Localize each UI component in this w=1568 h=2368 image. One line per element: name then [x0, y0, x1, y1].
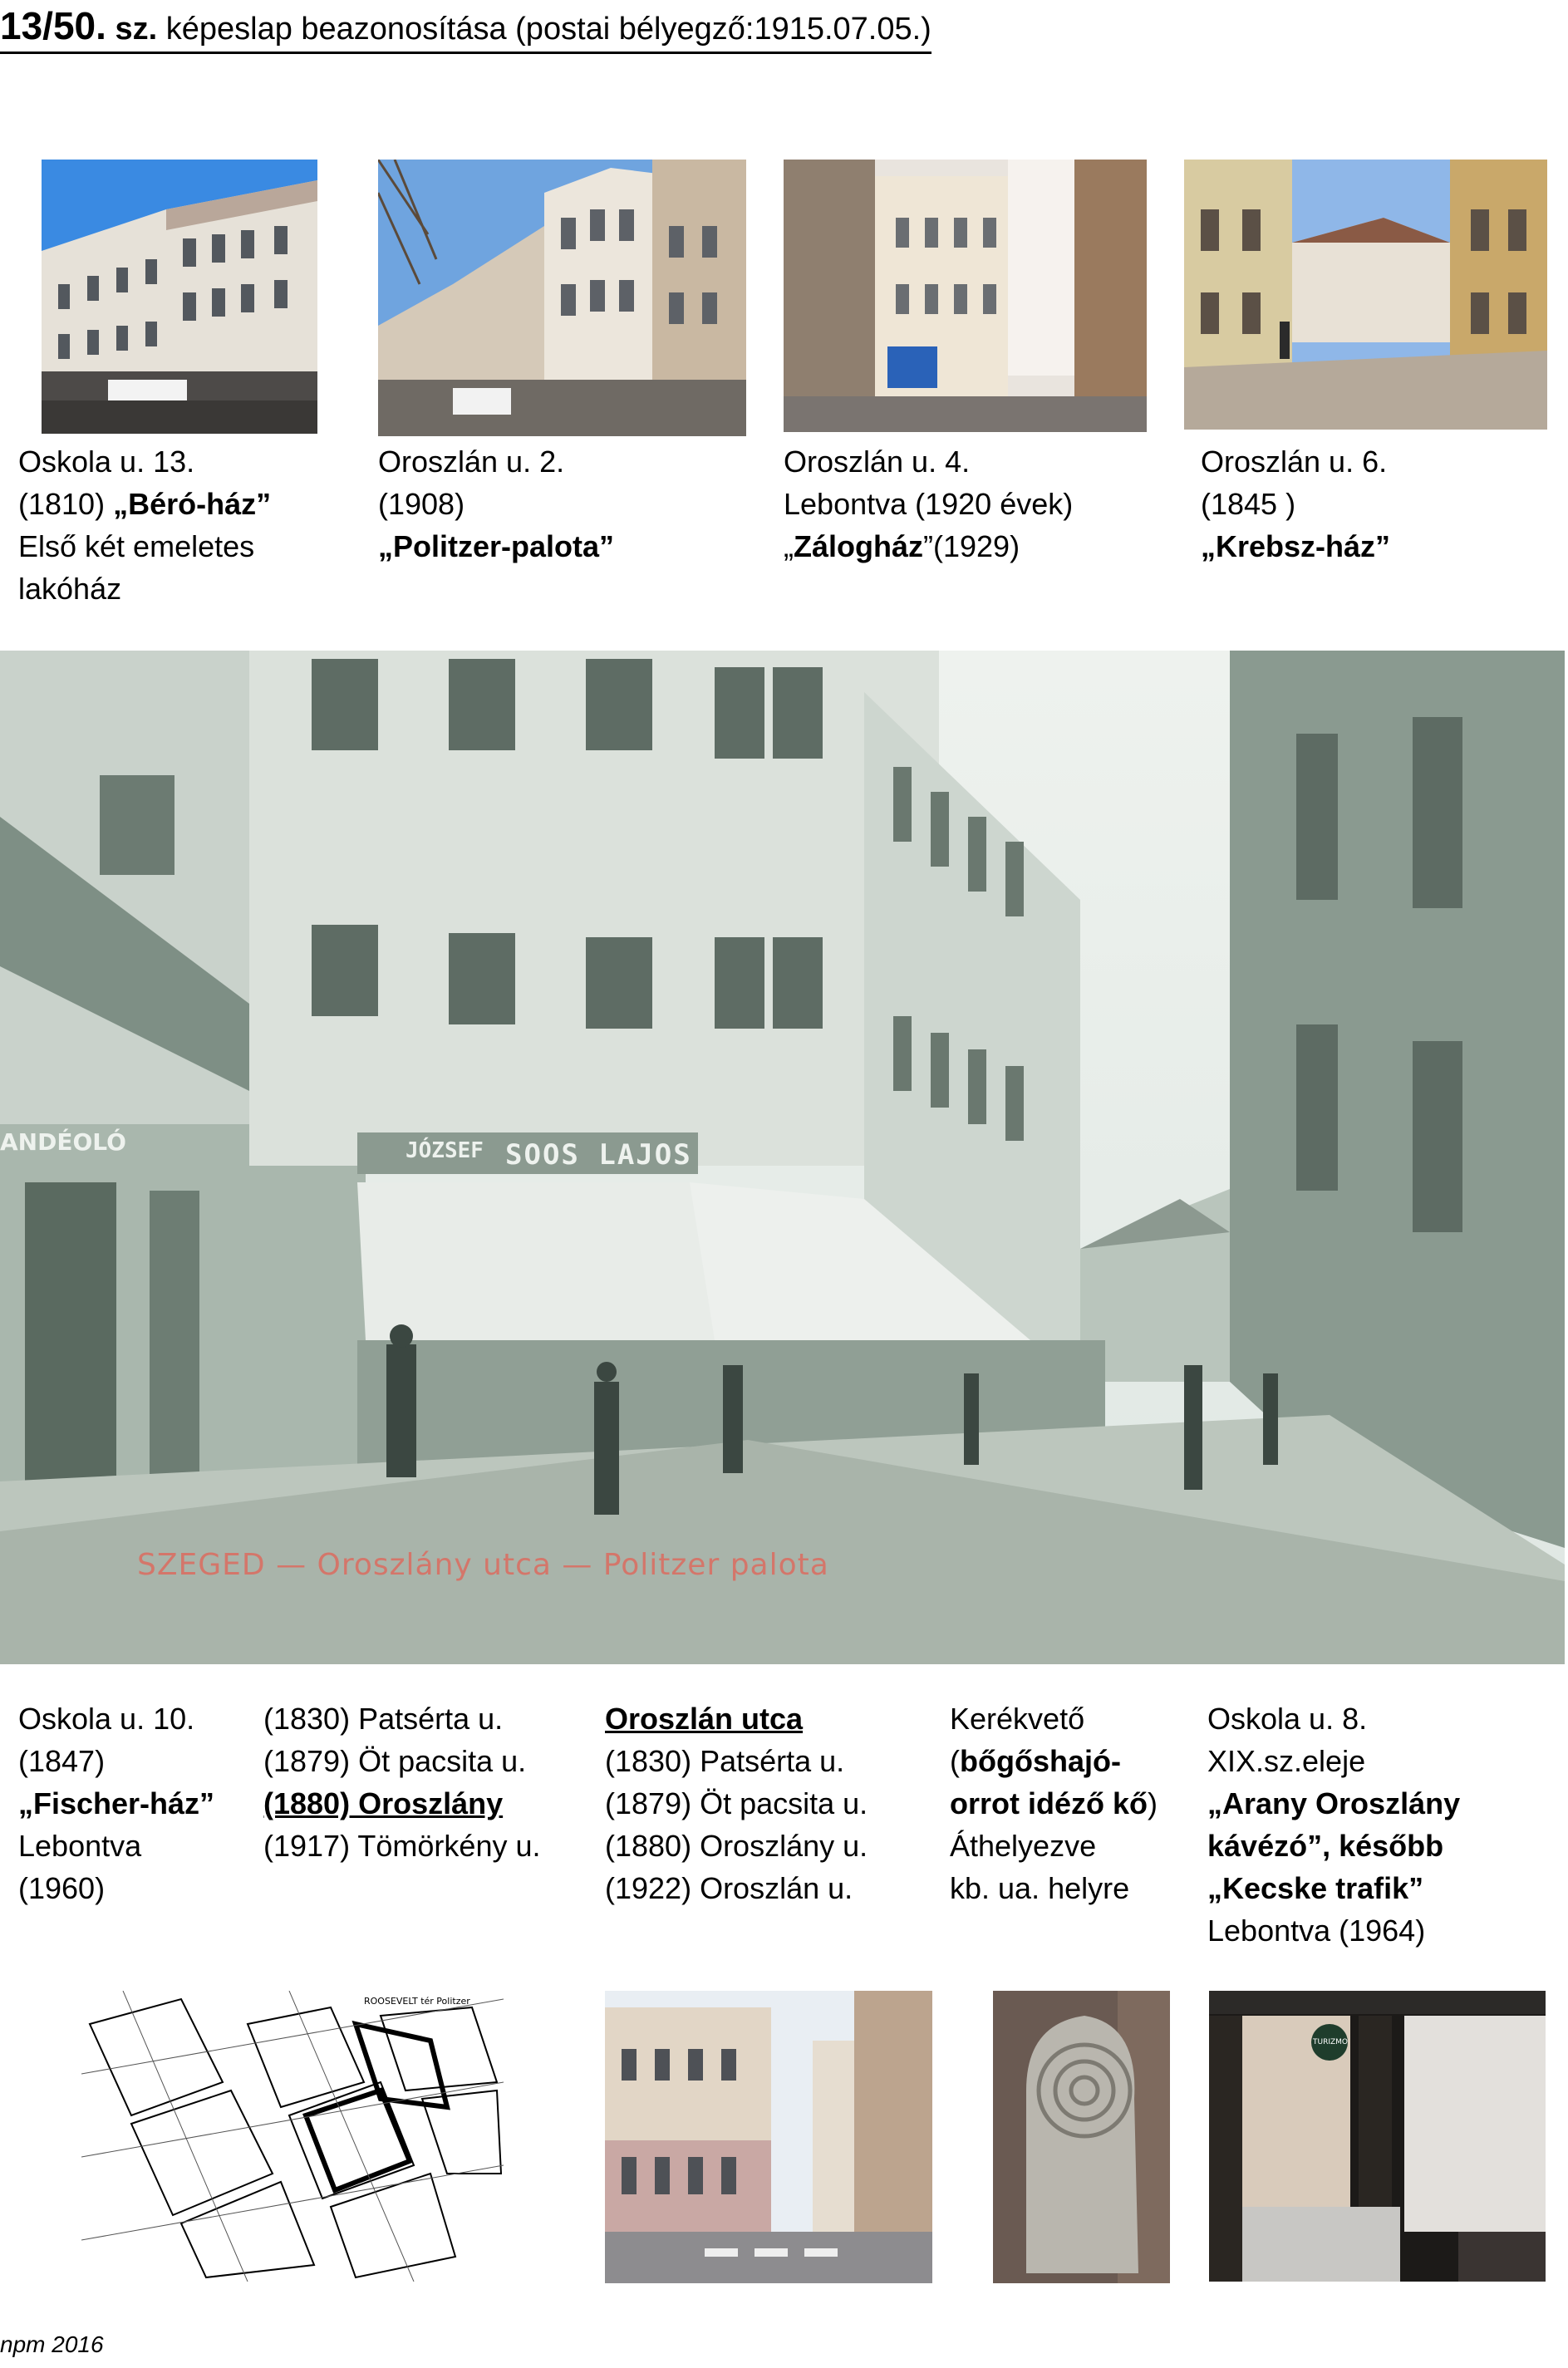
map-label: ROOSEVELT tér Politzer [364, 1996, 470, 2007]
caption-house-name: „Krebsz-ház” [1201, 529, 1391, 563]
caption-line: (1830) Patsérta u. [263, 1702, 504, 1736]
photo-oroszlan-4 [784, 160, 1147, 432]
footer-credit: npm 2016 [0, 2331, 104, 2357]
caption-line: XIX.sz.eleje [1207, 1744, 1366, 1778]
shop-sign-left: JÓZSEF [406, 1138, 484, 1163]
caption-oskola-10 [18, 1697, 214, 1909]
photo-oskola-8 [1209, 1991, 1546, 2282]
caption-line: (1830) Patsérta u. [605, 1744, 845, 1778]
caption-line: Oskola u. 10. [18, 1702, 195, 1736]
sz-label: sz. [115, 12, 158, 47]
caption-line: Lebontva [18, 1829, 142, 1863]
stamp-date: (postai bélyegző:1915.07.05.) [515, 12, 931, 47]
caption-oroszlan-4 [784, 440, 1073, 567]
page-title [0, 3, 931, 54]
shop-sign: SOOS LAJOS [505, 1138, 692, 1172]
caption-house-name: Zálogház [794, 529, 924, 563]
caption-line: Oroszlán u. 2. [378, 445, 565, 479]
caption-house-name: „Kecske trafik” [1207, 1871, 1424, 1905]
caption-line: Lebontva (1920 évek) [784, 487, 1074, 521]
caption-line: (1879) Öt pacsita u. [263, 1744, 527, 1778]
caption-line: Kerékvető [950, 1702, 1085, 1736]
caption-line: orrot idéző kő) [950, 1786, 1158, 1820]
postcard-number: 13/50. [0, 4, 106, 47]
photo-oroszlan-2 [378, 160, 746, 436]
photo-oroszlan-6 [1184, 160, 1547, 430]
postcard-image [0, 651, 1565, 1664]
caption-line: (1922) Oroszlán u. [605, 1871, 853, 1905]
caption-street-history [605, 1697, 868, 1909]
corner-sign: ANDÉOLÓ [0, 1128, 126, 1156]
cafe-sign: TURIZMO [1313, 2038, 1349, 2046]
caption-house-name: „Arany Oroszlány [1207, 1786, 1461, 1820]
caption-line: (bőgőshajó- [950, 1744, 1121, 1778]
caption-bold: orrot idéző kő [950, 1786, 1148, 1820]
caption-oroszlan-2 [378, 440, 614, 567]
caption-line: Oskola u. 13. [18, 445, 195, 479]
caption-line [18, 483, 271, 525]
caption-house-name: kávézó”, később [1207, 1829, 1444, 1863]
caption-year: (1810) [18, 487, 114, 521]
photo-oskola-13 [42, 160, 317, 434]
caption-line: kb. ua. helyre [950, 1871, 1130, 1905]
caption-line: Oskola u. 8. [1207, 1702, 1368, 1736]
caption-line: (1845 ) [1201, 487, 1296, 521]
caption-kerekveto [950, 1697, 1158, 1909]
caption-street-title: Oroszlán utca [605, 1702, 804, 1736]
postcard-caption: SZEGED — Oroszlány utca — Politzer palota [137, 1548, 829, 1582]
caption-line: (1917) Tömörkény u. [263, 1829, 541, 1863]
caption-highlight: (1880) Oroszlány [263, 1786, 504, 1820]
caption-oroszlan-6 [1201, 440, 1390, 567]
caption-line: (1847) [18, 1744, 106, 1778]
caption-line: Első két emeletes [18, 529, 255, 563]
caption-line: lakóház [18, 572, 122, 606]
caption-line: Áthelyezve [950, 1829, 1097, 1863]
caption-house-name: „Politzer-palota” [378, 529, 615, 563]
title-text: képeslap beazonosítása [157, 12, 516, 47]
photo-kerekveto-stone [993, 1991, 1170, 2283]
caption-line: (1880) Oroszlány u. [605, 1829, 868, 1863]
caption-oskola-8 [1207, 1697, 1460, 1952]
caption-street-names-1915 [263, 1697, 541, 1867]
caption-house-name: „Béró-ház” [113, 487, 272, 521]
map-image [81, 1991, 504, 2282]
caption-oskola-13 [18, 440, 271, 610]
photo-oroszlan-utca [605, 1991, 932, 2283]
caption-line: (1908) [378, 487, 465, 521]
caption-line: Oroszlán u. 4. [784, 445, 971, 479]
caption-house-name: „Fischer-ház” [18, 1786, 215, 1820]
caption-line: Oroszlán u. 6. [1201, 445, 1388, 479]
caption-line: (1960) [18, 1871, 106, 1905]
caption-line: (1879) Öt pacsita u. [605, 1786, 868, 1820]
caption-line: Lebontva (1964) [1207, 1914, 1426, 1948]
caption-line: „Zálogház”(1929) [784, 529, 1020, 563]
caption-bold: bőgőshajó- [960, 1744, 1121, 1778]
